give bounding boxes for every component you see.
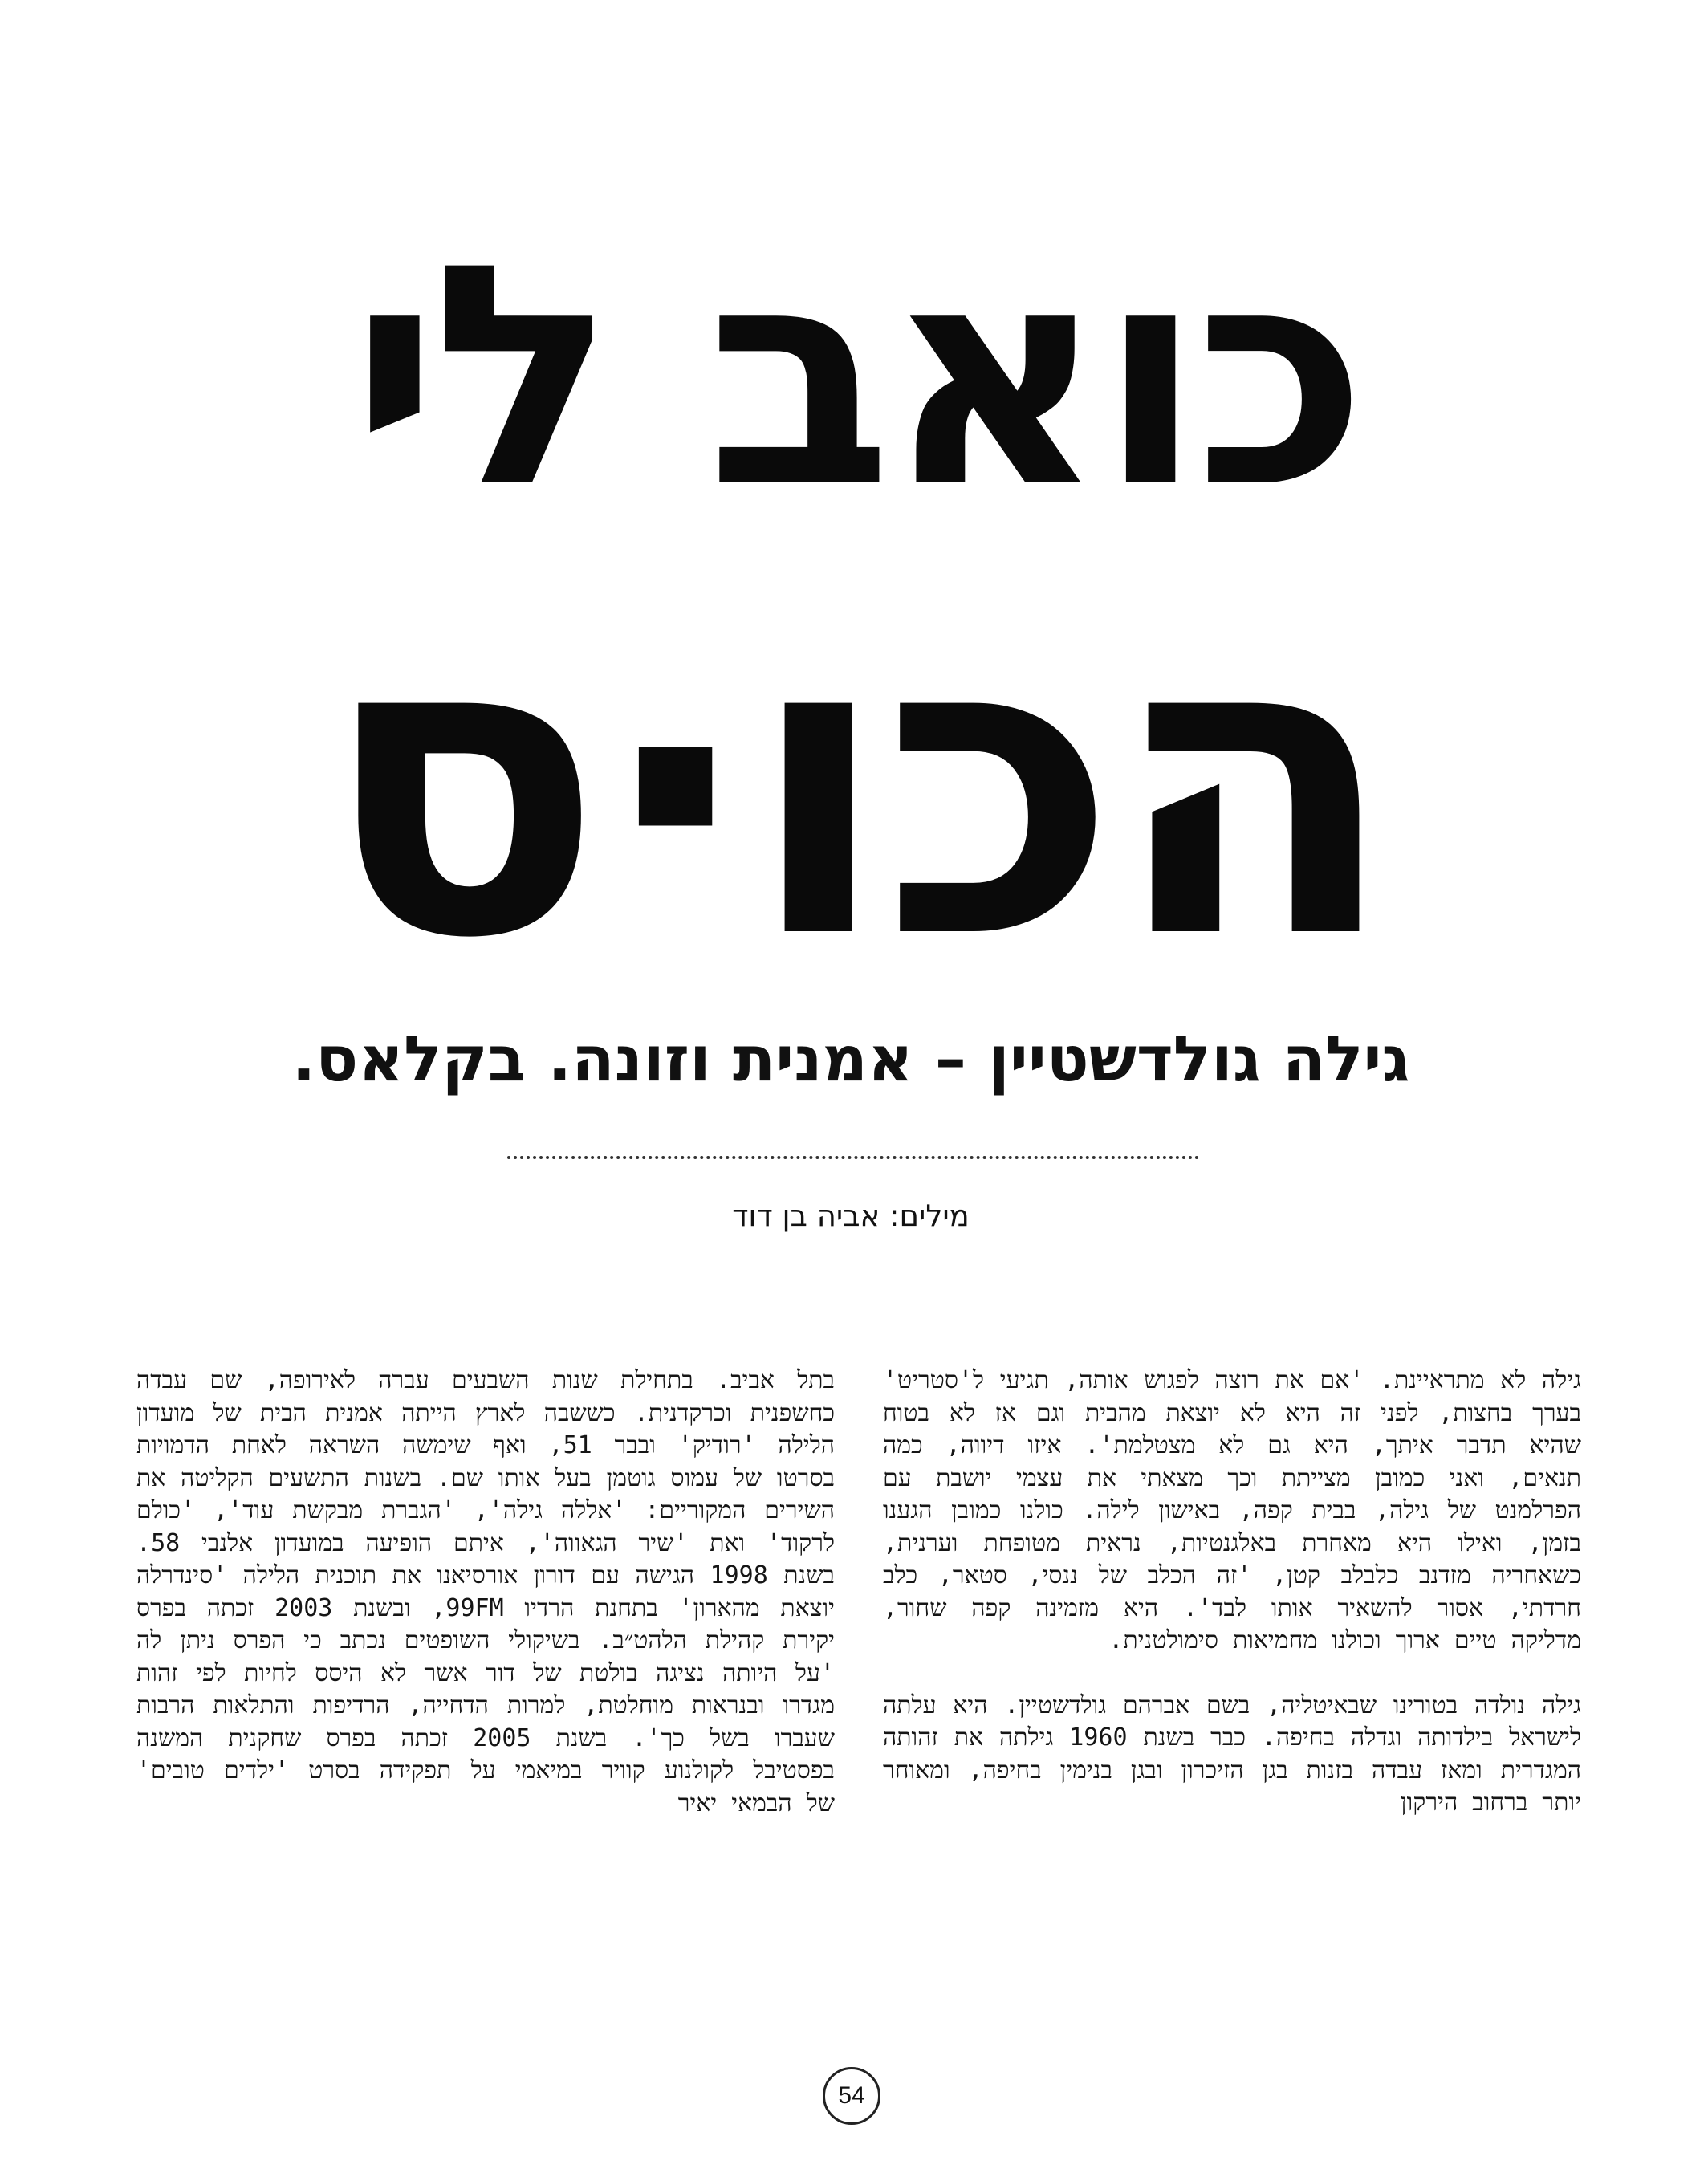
dotted-divider (507, 1156, 1199, 1159)
page-number-badge (823, 2067, 880, 2125)
headline-line-1: כואב לי (349, 199, 1360, 555)
article-paragraph: גילה נולדה בטורינו שבאיטליה, בשם אברהם גולדשטיין. היא עלתה לישראל בילדותה וגדלה בחיפה. כבר בשנת 1960 גילתה את זהותה המגדרית ומאז עבדה בזנות בגן הזיכרון ובגן בנימין בחיפה, ומאוחר יותר ברחוב הירקון (883, 1691, 1582, 1817)
article-paragraph: בתל אביב. בתחילת שנות השבעים עברה לאירופה, שם עבדה כחשפנית וכרקדנית. כששבה לארץ הייתה אמנית הבית של מועדון הלילה 'רודיק' ובבר 51, ואף שימשה השראה לאחת הדמויות בסרטו של עמוס גוטמן בעל אותו שם. בשנות התשעים הקליטה את השירים המקוריים: 'אללה גילה', 'הגברת מבקשת עוד', 'כולם לרקוד' ואת 'שיר הגאווה', איתם הופיעה במועדון אלנבי 58. בשנת 1998 הגישה עם דורון אורסיאנו את תוכנית הלילה 'סינדרלה יוצאת מהארון' בתחנת הרדיו 99FM, ובשנת 2003 זכתה בפרס יקירת קהילת הלהט״ב. בשיקולי השופטים נכתב כי הפרס ניתן לה 'על היותה נציגה בולטת של דור אשר לא היסס לחיות לפי זהות מגדרו ובנראות מוחלטת, למרות הדחייה, הרדיפות והתלאות הרבות שעברו בשל כך'. בשנת 2005 זכתה בפרס שחקנית המשנה בפסטיבל לקולנוע קוויר במיאמי על תפקידה בסרט 'ילדים טובים' של הבמאי יאיר (136, 1366, 835, 1817)
article-paragraph: גילה לא מתראיינת. 'אם את רוצה לפגוש אותה, תגיעי ל'סטריט' בערך בחצות, לפני זה היא לא יוצאת מהבית וגם אז לא בטוח שהיא תדבר איתך, היא גם לא מצטלמת'. איזו דיווה, כמה תנאים, ואני כמובן מצייתת וכך מצאתי את עצמי יושבת עם הפרלמנט של גילה, בבית קפה, באישון לילה. כולנו כמובן הגענו בזמן, ואילו היא מאחרת באלגנטיות, נראית מטופחת וערנית, כשאחריה מזדנב כלבלב קטן, 'זה הכלב של ננסי, סטאר, כלב חרדתי, אסור להשאיר אותו לבד'. היא מזמינה קפה שחור, מדליקה טיים ארוך וכולנו מחמיאות סימולטנית. (883, 1366, 1581, 1654)
subtitle: גילה גולדשטיין – אמנית וזונה. בקלאס. (291, 1023, 1410, 1096)
article-column-right (883, 1365, 1581, 1820)
article-column-left (136, 1365, 835, 1820)
page-number: 54 (838, 2082, 865, 2109)
byline: מילים: אביה בן דוד (732, 1198, 970, 1233)
headline-line-2: הכו·ס (320, 543, 1389, 1030)
